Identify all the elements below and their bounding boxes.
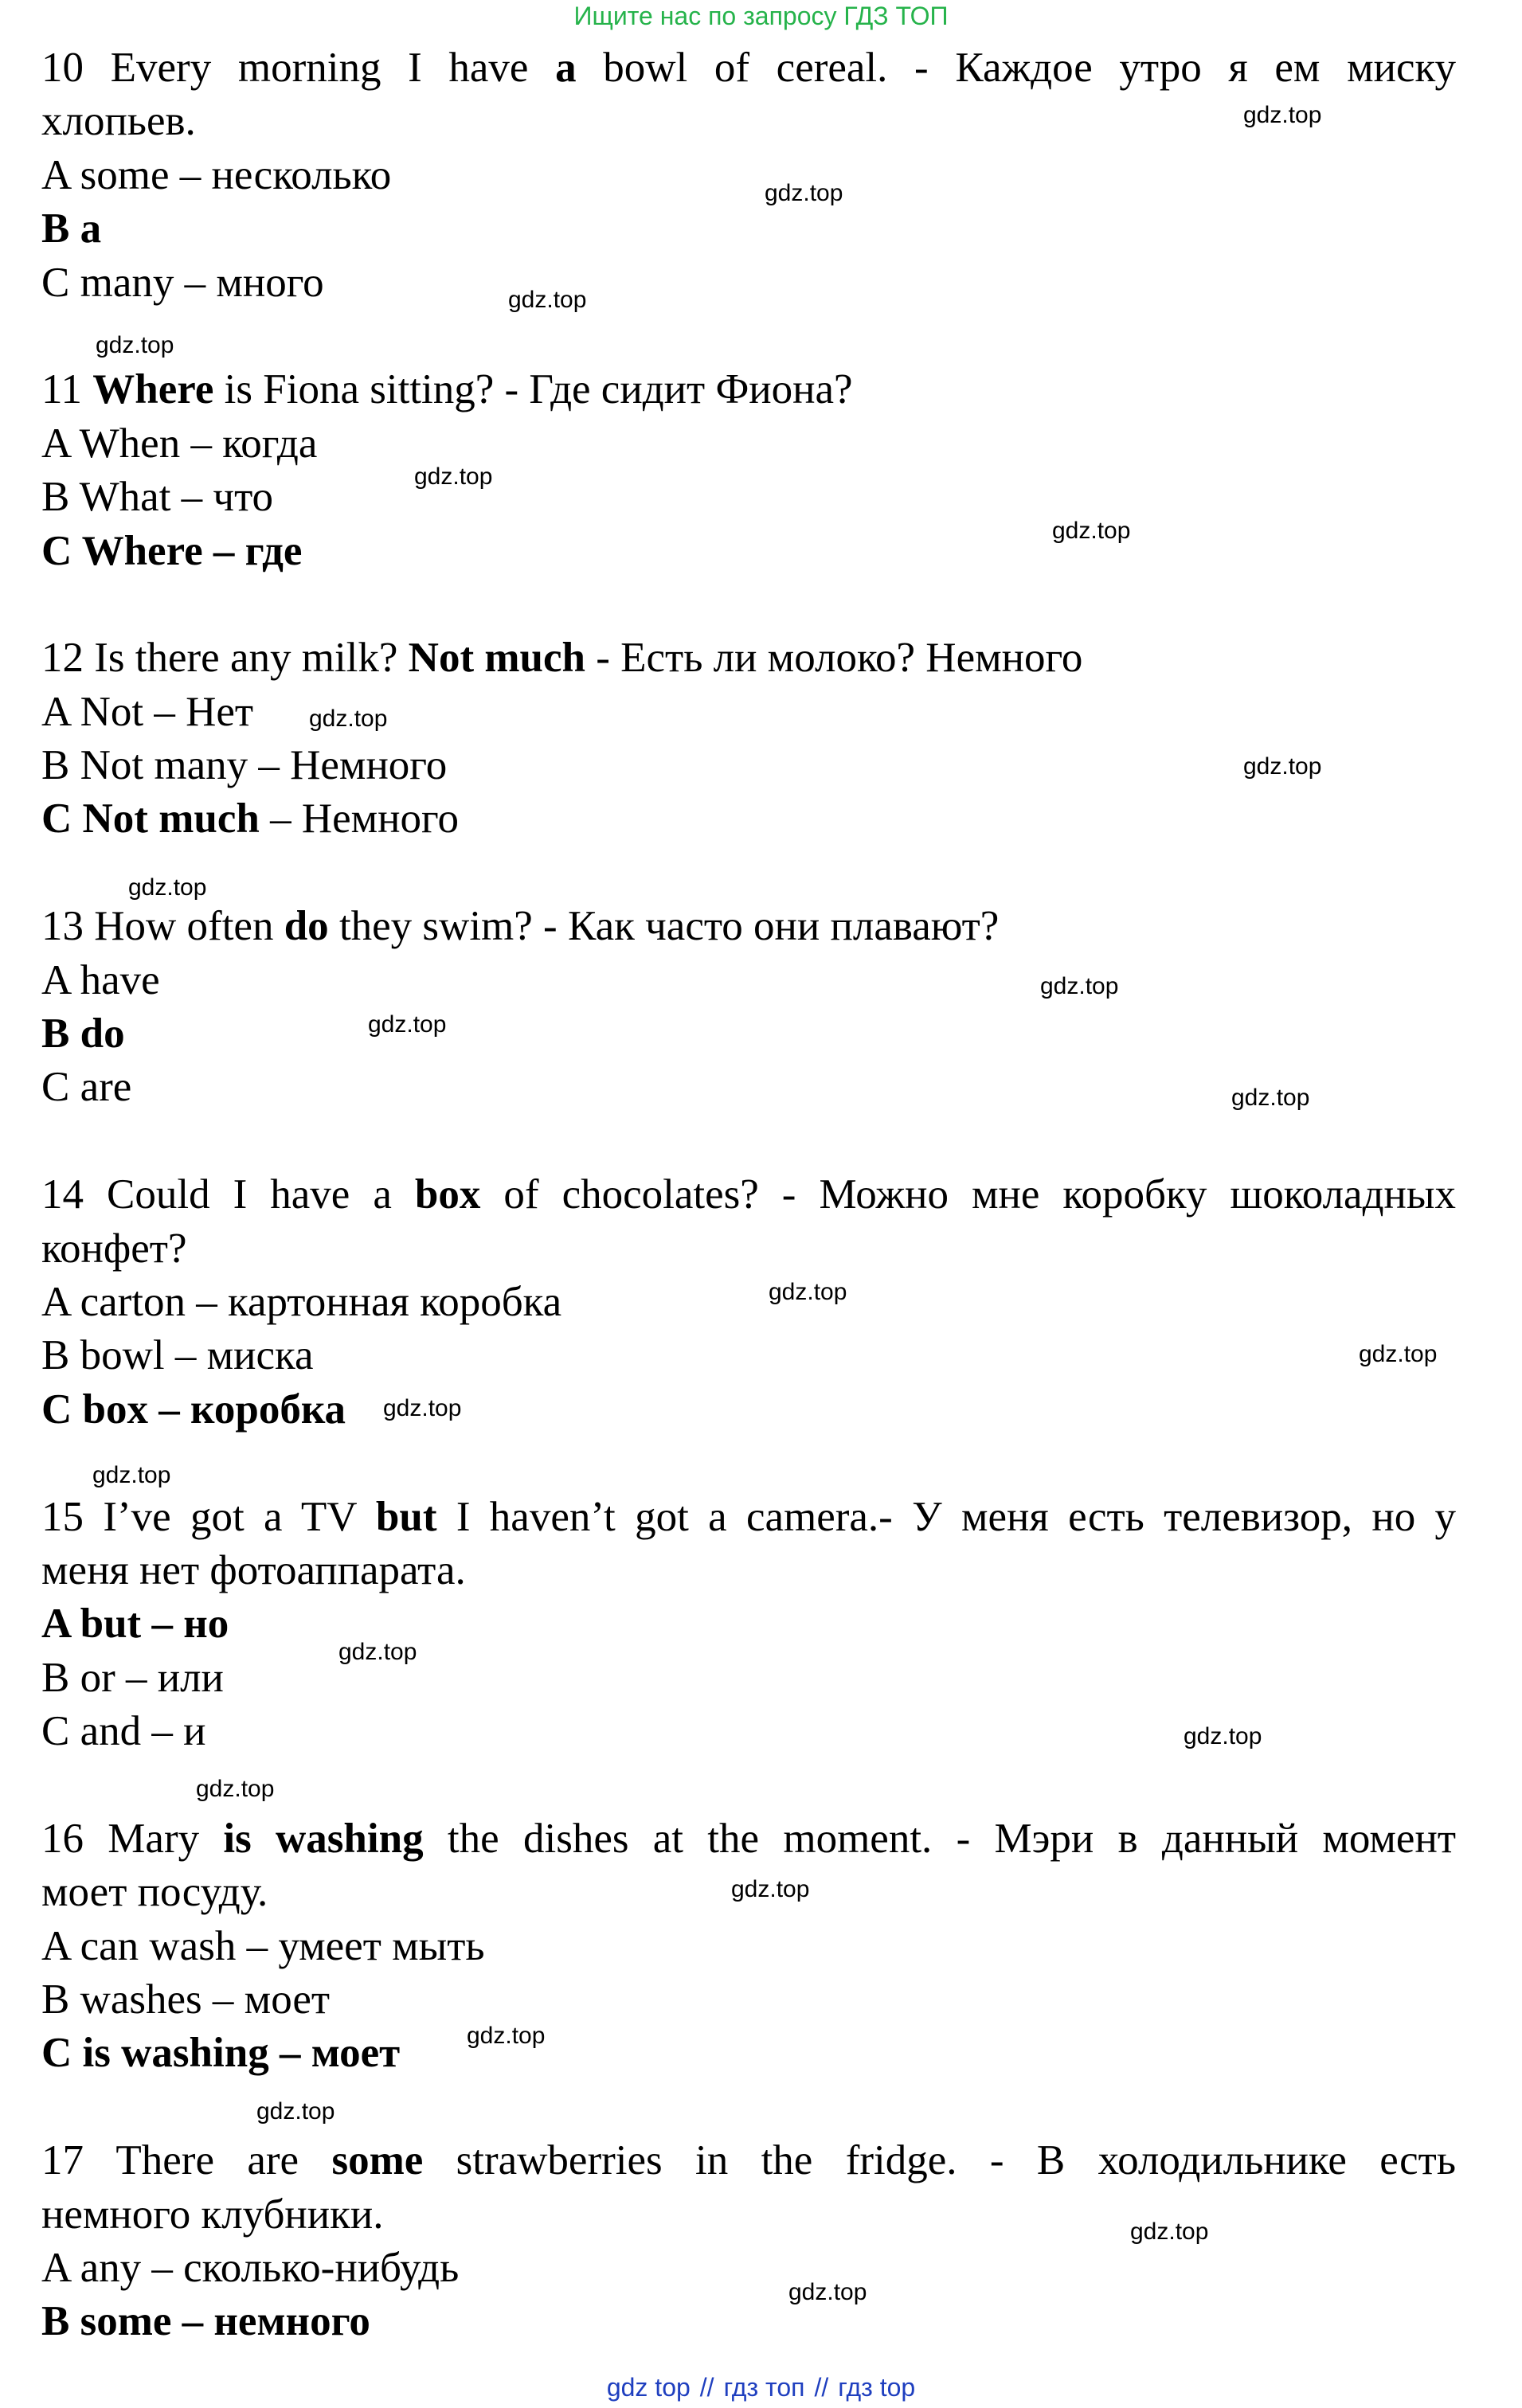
watermark: gdz.top	[1243, 102, 1322, 128]
q16-option-b: B washes – моет	[41, 1976, 331, 2023]
q17-line2: немного клубники.	[41, 2191, 384, 2238]
q14-line2: конфет?	[41, 1225, 187, 1272]
q14-line1: 14 Could I have a box of chocolates? - Можно мне коробку шоколадных	[41, 1171, 1457, 1218]
watermark: gdz.top	[1231, 1085, 1310, 1111]
q10-line1: 10 Every morning I have a bowl of cereal. - Каждое утро я ем миску	[41, 45, 1457, 91]
q10-option-a: A some – несколько	[41, 151, 392, 198]
q16-option-c: C is washing – моет	[41, 2030, 401, 2077]
footer-links	[0, 2373, 1522, 2402]
q10-line2: хлопьев.	[41, 98, 196, 145]
watermark: gdz.top	[1359, 1341, 1438, 1367]
footer-link-gdz-top-mixed[interactable]: гдз top	[838, 2373, 916, 2402]
watermark: gdz.top	[128, 874, 207, 901]
q16-option-a: A can wash – умеет мыть	[41, 1922, 485, 1969]
q12-option-b: B Not many – Немного	[41, 742, 448, 789]
q12-question: 12 Is there any milk? Not much - Есть ли молоко? Немного	[41, 635, 1083, 682]
watermark: gdz.top	[1243, 753, 1322, 780]
watermark: gdz.top	[309, 706, 388, 732]
watermark: gdz.top	[1130, 2218, 1209, 2245]
q17-option-b: B some – немного	[41, 2298, 370, 2345]
q17-option-a: A any – сколько-нибудь	[41, 2245, 460, 2292]
watermark: gdz.top	[196, 1776, 275, 1802]
watermark: gdz.top	[1184, 1723, 1262, 1749]
watermark: gdz.top	[769, 1279, 847, 1305]
watermark: gdz.top	[467, 2023, 546, 2049]
q16-line2: моет посуду.	[41, 1869, 268, 1916]
watermark: gdz.top	[1040, 973, 1119, 999]
footer-link-gdz-top[interactable]: gdz top	[606, 2373, 691, 2402]
watermark: gdz.top	[731, 1876, 810, 1902]
document-body	[41, 41, 1456, 2349]
watermark: gdz.top	[788, 2279, 867, 2305]
q15-line2: меня нет фотоаппарата.	[41, 1546, 466, 1593]
footer-link-gdz-top-ru[interactable]: гдз топ	[723, 2373, 805, 2402]
q11-option-b: B What – что	[41, 474, 274, 521]
q15-option-b: B or – или	[41, 1654, 224, 1701]
q15-option-a: A but – но	[41, 1601, 229, 1648]
q12-option-c: C Not much – Немного	[41, 796, 459, 842]
q14-option-c: C box – коробка	[41, 1386, 346, 1433]
q11-option-c: C Where – где	[41, 527, 303, 574]
q14-option-a: A carton – картонная коробка	[41, 1278, 562, 1325]
q11-question: 11 Where is Fiona sitting? - Где сидит Фиона?	[41, 366, 853, 413]
watermark: gdz.top	[96, 332, 174, 358]
watermark: gdz.top	[256, 2098, 335, 2125]
q13-option-b: B do	[41, 1010, 125, 1057]
watermark: gdz.top	[414, 463, 493, 490]
q13-option-a: A have	[41, 956, 160, 1003]
q16-line1: 16 Mary is washing the dishes at the moment. - Мэри в данный момент	[41, 1815, 1456, 1862]
q15-option-c: C and – и	[41, 1708, 206, 1755]
q10-option-b: B a	[41, 205, 102, 252]
q15-line1: 15 I’ve got a TV but I haven’t got a camera.- У меня есть телевизор, но у	[41, 1493, 1457, 1540]
q12-option-a: A Not – Нет	[41, 688, 254, 735]
footer-separator: //	[814, 2373, 829, 2402]
watermark: gdz.top	[508, 287, 587, 313]
q14-option-b: B bowl – миска	[41, 1332, 314, 1379]
watermark: gdz.top	[92, 1462, 171, 1488]
footer-separator: //	[699, 2373, 714, 2402]
watermark: gdz.top	[368, 1011, 447, 1038]
header-banner: Ищите нас по запросу ГДЗ ТОП	[573, 2, 949, 30]
q10-option-c: C many – много	[41, 259, 324, 306]
q13-question: 13 How often do they swim? - Как часто они плавают?	[41, 903, 1000, 950]
q17-line1: 17 There are some strawberries in the fridge. - В холодильнике есть	[41, 2137, 1457, 2184]
q13-option-c: C are	[41, 1064, 132, 1111]
q11-option-a: A When – когда	[41, 420, 318, 467]
watermark: gdz.top	[338, 1639, 417, 1665]
watermark: gdz.top	[1052, 518, 1131, 544]
watermark: gdz.top	[383, 1395, 462, 1421]
watermark: gdz.top	[765, 180, 843, 206]
